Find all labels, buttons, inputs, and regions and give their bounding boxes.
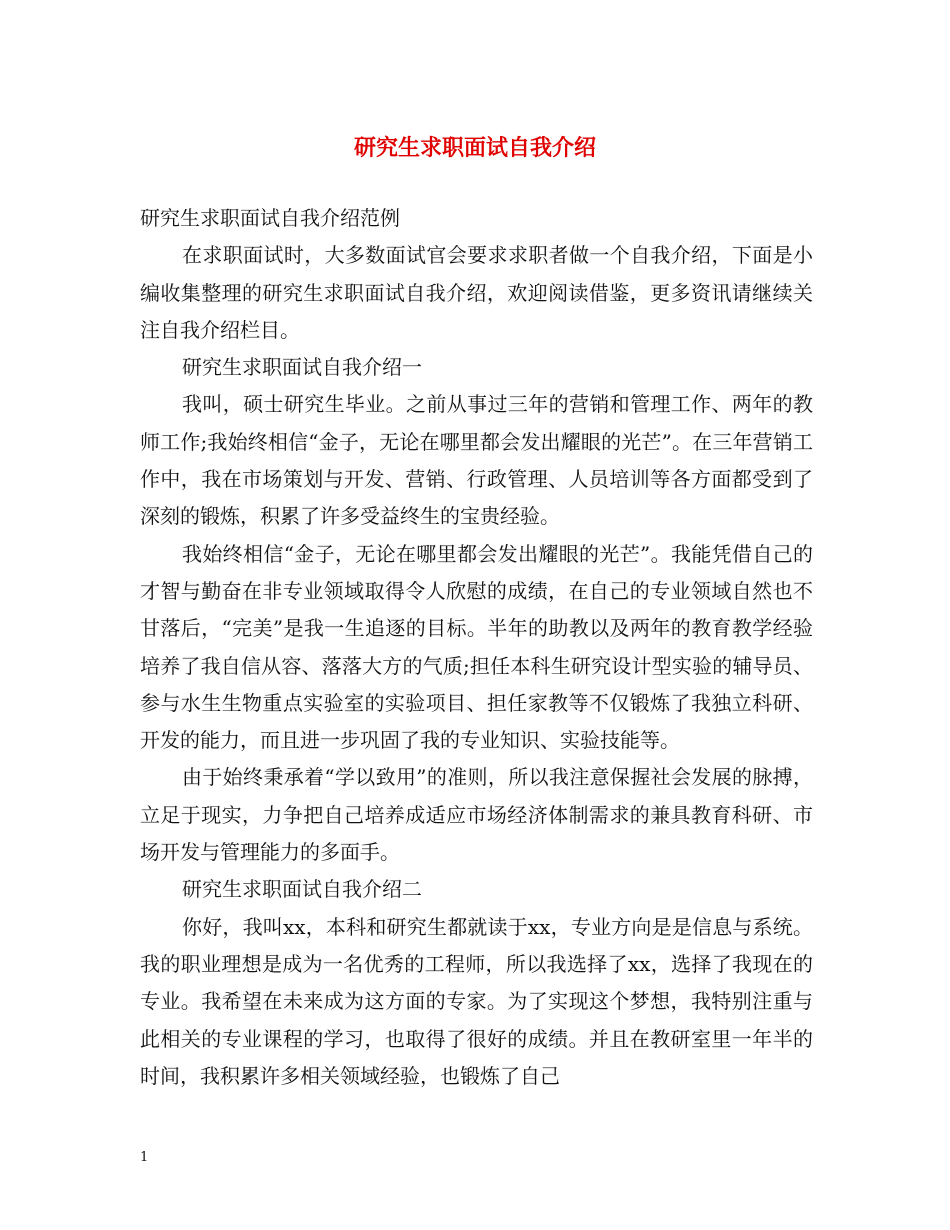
section-heading-one: 研究生求职面试自我介绍一 xyxy=(182,355,422,380)
document-body xyxy=(140,200,813,1095)
page-number: 1 xyxy=(140,1150,149,1165)
paragraph: 我始终相信“金子，无论在哪里都会发出耀眼的光芒”。我能凭借自己的才智与勤奋在非专业领域取得令人欣慰的成绩，在自己的专业领域自然也不甘落后，“完美”是我一生追逐的目标。半年的助教以及两年的教育教学经验培养了我自信从容、落落大方的气质;担任本科生研究设计型实验的辅导员、参与水生生物重点实验室的实验项目、担任家教等不仅锻炼了我独立科研、开发的能力，而且进一步巩固了我的专业知识、实验技能等。 xyxy=(140,541,813,753)
paragraph-intro: 在求职面试时，大多数面试官会要求求职者做一个自我介绍，下面是小编收集整理的研究生求职面试自我介绍，欢迎阅读借鉴，更多资讯请继续关注自我介绍栏目。 xyxy=(140,243,813,342)
paragraph: 由于始终秉承着“学以致用”的准则，所以我注意保握社会发展的脉搏，立足于现实，力争把自己培养成适应市场经济体制需求的兼具教育科研、市场开发与管理能力的多面手。 xyxy=(140,765,813,865)
paragraph: 你好，我叫xx，本科和研究生都就读于xx，专业方向是是信息与系统。我的职业理想是成为一名优秀的工程师，所以我选择了xx，选择了我现在的专业。我希望在未来成为这方面的专家。为了实现这个梦想，我特别注重与此相关的专业课程的学习，也取得了很好的成绩。并且在教研室里一年半的时间，我积累许多相关领域经验，也锻炼了自己 xyxy=(140,914,813,1088)
section-heading-two: 研究生求职面试自我介绍二 xyxy=(182,877,422,902)
paragraph-subtitle: 研究生求职面试自我介绍范例 xyxy=(140,206,400,230)
paragraph: 我叫，硕士研究生毕业。之前从事过三年的营销和管理工作、两年的教师工作;我始终相信“金子，无论在哪里都会发出耀眼的光芒”。在三年营销工作中，我在市场策划与开发、营销、行政管理、人员培训等各方面都受到了深刻的锻炼，积累了许多受益终生的宝贵经验。 xyxy=(140,392,813,529)
document-title: 研究生求职面试自我介绍 xyxy=(353,135,596,161)
